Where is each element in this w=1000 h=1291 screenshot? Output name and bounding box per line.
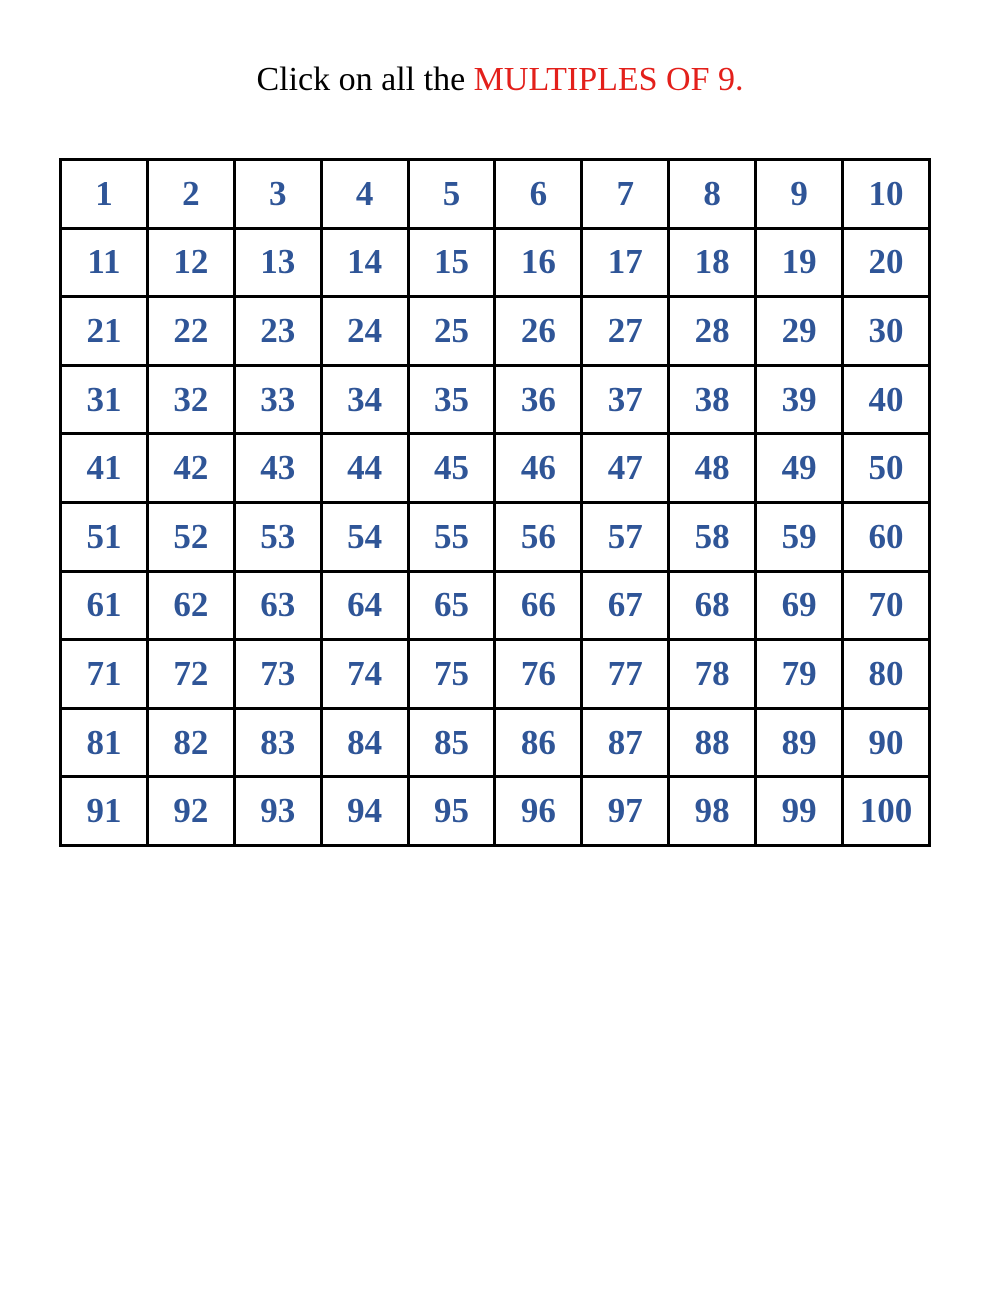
number-cell[interactable]: 80 (843, 640, 930, 709)
number-cell[interactable]: 59 (756, 502, 843, 571)
number-cell[interactable]: 6 (495, 160, 582, 229)
number-cell[interactable]: 100 (843, 777, 930, 846)
number-cell[interactable]: 72 (147, 640, 234, 709)
number-cell[interactable]: 83 (234, 708, 321, 777)
grid-row (61, 365, 930, 434)
number-cell[interactable]: 21 (61, 297, 148, 366)
number-cell[interactable]: 57 (582, 502, 669, 571)
number-cell[interactable]: 13 (234, 228, 321, 297)
number-cell[interactable]: 26 (495, 297, 582, 366)
number-cell[interactable]: 51 (61, 502, 148, 571)
instruction-highlight: MULTIPLES OF 9. (473, 61, 744, 98)
number-cell[interactable]: 1 (61, 160, 148, 229)
number-cell[interactable]: 88 (669, 708, 756, 777)
number-cell[interactable]: 43 (234, 434, 321, 503)
instruction-text (0, 56, 1000, 104)
number-cell[interactable]: 34 (321, 365, 408, 434)
number-cell[interactable]: 53 (234, 502, 321, 571)
number-cell[interactable]: 2 (147, 160, 234, 229)
grid-row (61, 160, 930, 229)
number-cell[interactable]: 19 (756, 228, 843, 297)
number-cell[interactable]: 32 (147, 365, 234, 434)
number-cell[interactable]: 40 (843, 365, 930, 434)
number-cell[interactable]: 42 (147, 434, 234, 503)
number-cell[interactable]: 23 (234, 297, 321, 366)
number-cell[interactable]: 8 (669, 160, 756, 229)
number-cell[interactable]: 86 (495, 708, 582, 777)
number-cell[interactable]: 58 (669, 502, 756, 571)
number-cell[interactable]: 91 (61, 777, 148, 846)
number-cell[interactable]: 67 (582, 571, 669, 640)
number-cell[interactable]: 49 (756, 434, 843, 503)
number-cell[interactable]: 36 (495, 365, 582, 434)
number-cell[interactable]: 98 (669, 777, 756, 846)
number-cell[interactable]: 31 (61, 365, 148, 434)
number-cell[interactable]: 52 (147, 502, 234, 571)
number-cell[interactable]: 68 (669, 571, 756, 640)
number-cell[interactable]: 87 (582, 708, 669, 777)
number-cell[interactable]: 89 (756, 708, 843, 777)
number-cell[interactable]: 95 (408, 777, 495, 846)
number-cell[interactable]: 97 (582, 777, 669, 846)
number-cell[interactable]: 81 (61, 708, 148, 777)
number-cell[interactable]: 64 (321, 571, 408, 640)
number-cell[interactable]: 4 (321, 160, 408, 229)
number-cell[interactable]: 78 (669, 640, 756, 709)
number-cell[interactable]: 18 (669, 228, 756, 297)
number-cell[interactable]: 66 (495, 571, 582, 640)
number-cell[interactable]: 11 (61, 228, 148, 297)
number-cell[interactable]: 27 (582, 297, 669, 366)
number-cell[interactable]: 25 (408, 297, 495, 366)
number-cell[interactable]: 14 (321, 228, 408, 297)
number-cell[interactable]: 7 (582, 160, 669, 229)
number-cell[interactable]: 15 (408, 228, 495, 297)
grid-row (61, 502, 930, 571)
number-cell[interactable]: 44 (321, 434, 408, 503)
number-cell[interactable]: 24 (321, 297, 408, 366)
number-cell[interactable]: 62 (147, 571, 234, 640)
number-cell[interactable]: 63 (234, 571, 321, 640)
number-cell[interactable]: 54 (321, 502, 408, 571)
number-cell[interactable]: 99 (756, 777, 843, 846)
number-cell[interactable]: 55 (408, 502, 495, 571)
number-cell[interactable]: 10 (843, 160, 930, 229)
number-cell[interactable]: 93 (234, 777, 321, 846)
number-cell[interactable]: 56 (495, 502, 582, 571)
number-cell[interactable]: 28 (669, 297, 756, 366)
number-cell[interactable]: 79 (756, 640, 843, 709)
number-cell[interactable]: 30 (843, 297, 930, 366)
grid-row (61, 434, 930, 503)
grid-row (61, 228, 930, 297)
grid-row (61, 777, 930, 846)
number-cell[interactable]: 94 (321, 777, 408, 846)
number-cell[interactable]: 75 (408, 640, 495, 709)
number-cell[interactable]: 48 (669, 434, 756, 503)
number-cell[interactable]: 82 (147, 708, 234, 777)
number-cell[interactable]: 61 (61, 571, 148, 640)
number-cell[interactable]: 35 (408, 365, 495, 434)
number-cell[interactable]: 20 (843, 228, 930, 297)
number-cell[interactable]: 33 (234, 365, 321, 434)
number-cell[interactable]: 69 (756, 571, 843, 640)
number-cell[interactable]: 47 (582, 434, 669, 503)
number-cell[interactable]: 16 (495, 228, 582, 297)
instruction-prefix: Click on all the (256, 61, 474, 98)
number-cell[interactable]: 17 (582, 228, 669, 297)
number-cell[interactable]: 65 (408, 571, 495, 640)
number-cell[interactable]: 9 (756, 160, 843, 229)
number-cell[interactable]: 12 (147, 228, 234, 297)
number-cell[interactable]: 5 (408, 160, 495, 229)
grid-row (61, 571, 930, 640)
hundred-chart-body (61, 160, 930, 846)
number-cell[interactable]: 50 (843, 434, 930, 503)
grid-row (61, 640, 930, 709)
number-cell[interactable]: 70 (843, 571, 930, 640)
number-cell[interactable]: 60 (843, 502, 930, 571)
number-cell[interactable]: 85 (408, 708, 495, 777)
number-cell[interactable]: 92 (147, 777, 234, 846)
number-cell[interactable]: 38 (669, 365, 756, 434)
number-cell[interactable]: 29 (756, 297, 843, 366)
number-cell[interactable]: 96 (495, 777, 582, 846)
number-cell[interactable]: 73 (234, 640, 321, 709)
grid-row (61, 708, 930, 777)
number-cell[interactable]: 76 (495, 640, 582, 709)
number-cell[interactable]: 46 (495, 434, 582, 503)
number-cell[interactable]: 74 (321, 640, 408, 709)
number-cell[interactable]: 71 (61, 640, 148, 709)
number-cell[interactable]: 41 (61, 434, 148, 503)
number-cell[interactable]: 22 (147, 297, 234, 366)
number-cell[interactable]: 3 (234, 160, 321, 229)
number-cell[interactable]: 39 (756, 365, 843, 434)
grid-row (61, 297, 930, 366)
number-cell[interactable]: 77 (582, 640, 669, 709)
hundred-chart (59, 158, 931, 847)
number-cell[interactable]: 45 (408, 434, 495, 503)
number-cell[interactable]: 37 (582, 365, 669, 434)
number-cell[interactable]: 90 (843, 708, 930, 777)
number-cell[interactable]: 84 (321, 708, 408, 777)
